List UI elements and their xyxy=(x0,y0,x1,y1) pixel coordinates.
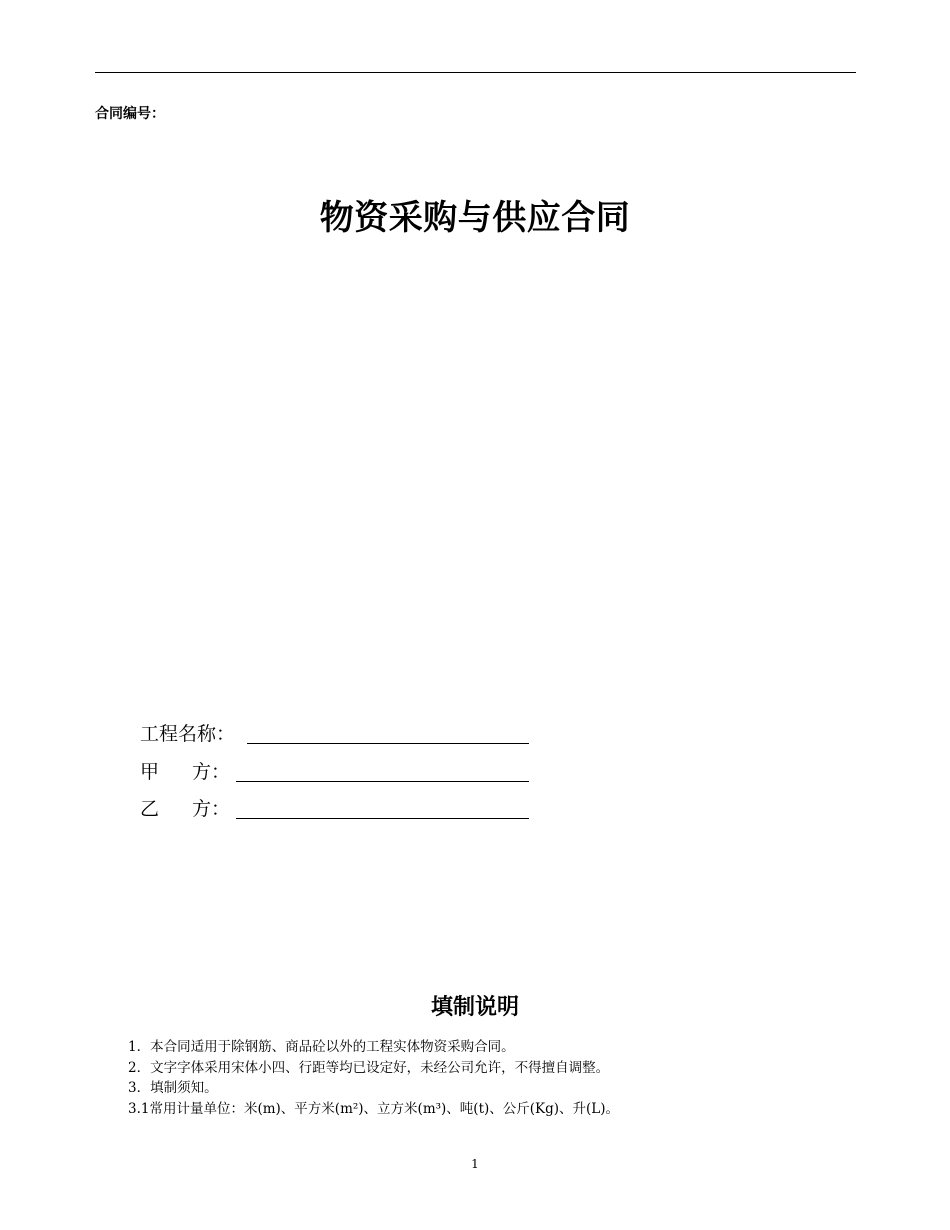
instruction-item: 1．本合同适用于除钢筋、商品砼以外的工程实体物资采购合同。 xyxy=(128,1039,515,1055)
party-a-label xyxy=(140,760,230,784)
header-rule xyxy=(95,72,856,73)
project-name-blank-line[interactable] xyxy=(247,743,529,744)
party-b-label-char2: 方： xyxy=(192,798,231,820)
party-a-label-char1: 甲 xyxy=(140,761,160,783)
party-b-field xyxy=(140,797,540,821)
party-b-blank-line[interactable] xyxy=(236,818,529,819)
party-a-label-char2: 方： xyxy=(192,761,231,783)
instructions-list xyxy=(128,1037,848,1119)
party-b-label-char1: 乙 xyxy=(140,798,160,820)
instruction-item: 3．填制须知。 xyxy=(128,1080,218,1096)
instructions-title: 填制说明 xyxy=(430,995,519,1020)
party-a-field xyxy=(140,760,540,784)
party-a-blank-line[interactable] xyxy=(236,781,529,782)
party-b-label xyxy=(140,797,230,821)
instruction-item: 3.1常用计量单位：米(m)、平方米(m²)、立方米(m³)、吨(t)、公斤(Kg)、升(L)。 xyxy=(128,1100,620,1117)
document-title: 物资采购与供应合同 xyxy=(319,198,631,238)
project-name-label: 工程名称： xyxy=(140,723,236,745)
instruction-item: 2．文字字体采用宋体小四、行距等均已设定好，未经公司允许，不得擅自调整。 xyxy=(128,1059,610,1076)
project-name-field xyxy=(140,722,540,746)
page-number: 1 xyxy=(471,1157,479,1171)
contract-number-label: 合同编号： xyxy=(95,106,165,122)
